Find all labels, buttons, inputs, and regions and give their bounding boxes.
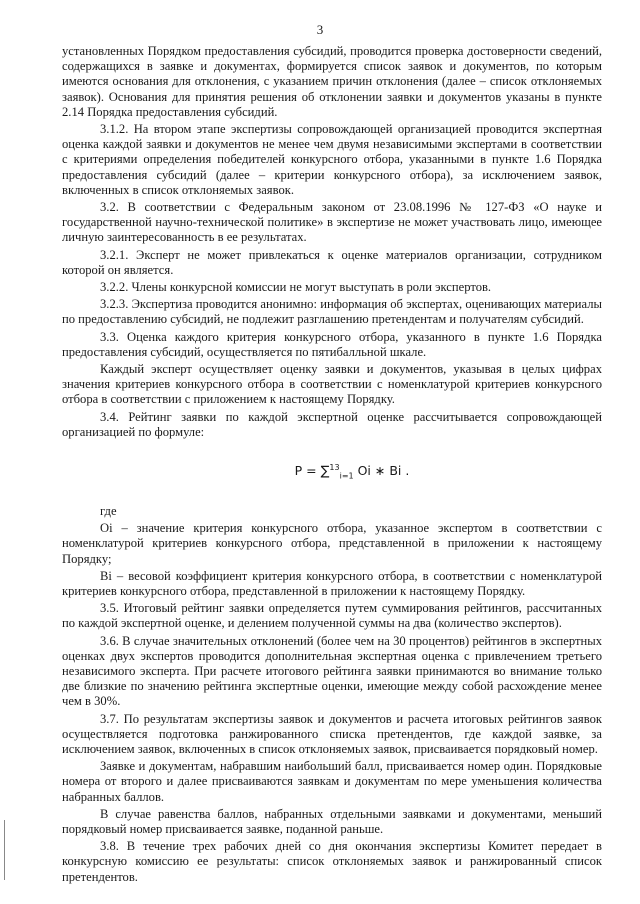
paragraph-3-1-2: 3.1.2. На втором этапе экспертизы сопровождающей организацией проводится экспертная оценка каждой заявки и документов не менее чем двумя независимыми экспертами в соответствии с критериями определения победителей конкурсного отбора, указанными в пункте 1.6 Порядка предоставления субсидий (далее – критерии конкурсного отбора), за исключением заявок, включенных в список отклоняемых заявок. [62, 122, 602, 197]
paragraph-3-6: 3.6. В случае значительных отклонений (более чем на 30 процентов) рейтингов в экспертных оценках двух экспертов проводится дополнительная экспертная оценка с привлечением третьего независимого эксперта. При расчете итогового рейтинга заявки принимаются во внимание только две близкие по значению рейтинга экспертные оценки, имеющие между собой расхождение менее чем в 30%. [62, 633, 602, 709]
paragraph-oi-definition: Oi – значение критерия конкурсного отбора, указанное экспертом в соответствии с номенклатурой критериев конкурсного отбора, представленной в приложении к настоящему Порядку; [62, 521, 602, 566]
paragraph-where: где [100, 503, 117, 518]
paragraph-bi-definition: Bi – весовой коэффициент критерия конкурсного отбора, в соответствии с номенклатурой критериев конкурсного отбора, представленной в приложении к настоящему Порядку. [62, 568, 602, 598]
paragraph-3-4: 3.4. Рейтинг заявки по каждой экспертной оценке рассчитывается сопровождающей организацией по формуле: [62, 409, 602, 439]
page-number: 3 [316, 22, 324, 37]
paragraph-3-5: 3.5. Итоговый рейтинг заявки определяется путем суммирования рейтингов, рассчитанных по каждой экспертной оценке, и делением полученной суммы на два (количество экспертов). [62, 601, 602, 631]
paragraph-expert-evaluation: Каждый эксперт осуществляет оценку заявки и документов, указывая в целых цифрах значения критериев конкурсного отбора в соответствии с номенклатурой критериев конкурсного отбора в соответствии с приложением к настоящему Порядку. [62, 362, 602, 407]
paragraph-3-2-1: 3.2.1. Эксперт не может привлекаться к оценке материалов организации, сотрудником которой он является. [62, 247, 602, 277]
paragraph-equal-scores: В случае равенства баллов, набранных отдельными заявками и документами, меньший порядковый номер присваивается заявке, поданной раньше. [62, 806, 602, 836]
paragraph-3-8: 3.8. В течение трех рабочих дней со дня окончания экспертизы Комитет передает в конкурсную комиссию ее результаты: список отклоняемых заявок и ранжированный список претендентов. [62, 839, 602, 884]
formula-upper-limit: 13 [329, 463, 340, 473]
paragraph-continuation: установленных Порядком предоставления субсидий, проводится проверка достоверности сведений, содержащихся в заявке и документах, формируется список заявок и документов, по которым имеются основания для отклонения, с указанием причин отклонения (далее – список отклоняемых заявок). Основания для принятия решения об отклонении заявки и документов указаны в пункте 2.14 Порядка предоставления субсидий. [62, 44, 602, 119]
rating-formula [102, 460, 602, 484]
paragraph-numbering: Заявке и документам, набравшим наибольший балл, присваивается номер один. Порядковые номера от второго и далее присваиваются заявкам и документам по мере уменьшения количества набранных баллов. [62, 759, 602, 804]
formula-lhs: P = [294, 463, 321, 479]
paragraph-3-2-2: 3.2.2. Члены конкурсной комиссии не могут выступать в роли экспертов. [100, 280, 492, 295]
paragraph-3-3: 3.3. Оценка каждого критерия конкурсного отбора, указанного в пункте 1.6 Порядка предоставления субсидий, осуществляется по пятибалльной шкале. [62, 329, 602, 359]
formula-lower-limit: i=1 [339, 471, 354, 481]
paragraph-3-7: 3.7. По результатам экспертизы заявок и документов и расчета итоговых рейтингов заявок осуществляется подготовка ранжированного списка претендентов, где каждой заявке, за исключением заявок, включенных в список отклоняемых заявок, присваивается порядковый номер. [62, 711, 602, 756]
formula-term: Oi ∗ Bi . [353, 463, 410, 479]
scan-edge-mark [4, 820, 5, 880]
paragraph-3-2-3: 3.2.3. Экспертиза проводится анонимно: информация об экспертах, оценивающих материалы по предоставлению субсидий, не подлежит разглашению претендентам и получателям субсидий. [62, 297, 602, 327]
formula-sum-sign: ∑ [320, 464, 330, 480]
document-body [62, 44, 602, 887]
paragraph-3-2: 3.2. В соответствии с Федеральным законом от 23.08.1996 № 127-ФЗ «О науке и государственной научно-технической политике» в экспертизе не может участвовать лицо, имеющее личную заинтересованность в ее результатах. [62, 200, 602, 245]
